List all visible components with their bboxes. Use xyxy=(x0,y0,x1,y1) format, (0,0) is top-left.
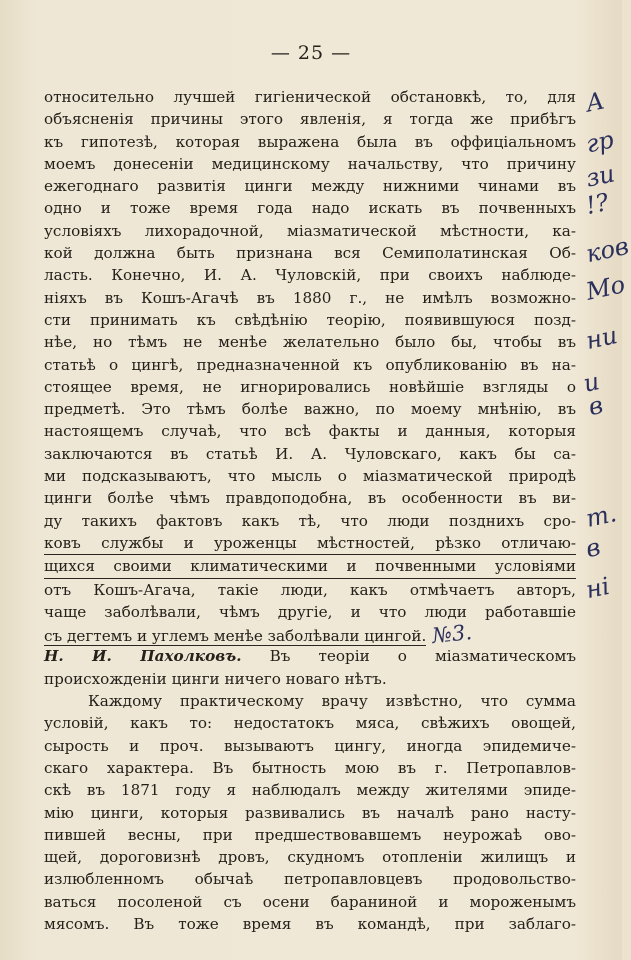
author-line xyxy=(44,645,576,667)
text-line: цинги болѣе чѣмъ правдоподобна, въ особенности въ ви- xyxy=(44,489,576,508)
margin-note: и в xyxy=(580,367,606,422)
underlined-text-line: щихся своими климатическими и почвенными условіями xyxy=(44,555,576,578)
body-text xyxy=(44,86,576,935)
margin-note: т. xyxy=(583,499,619,533)
handwritten-reference: №3. xyxy=(431,620,474,649)
text-line-with-handnote xyxy=(44,620,576,649)
text-line: ніяхъ въ Кошъ-Агачѣ въ 1880 г., не имѣлъ возможно- xyxy=(44,288,576,307)
margin-note: гр xyxy=(583,125,617,159)
text-line: ду такихъ фактовъ какъ тѣ, что люди позднихъ сро- xyxy=(44,511,576,530)
margin-note: в xyxy=(583,532,603,564)
author-name: Н. И. Пахолковъ. xyxy=(44,647,242,666)
text-line: щей, дороговизнѣ дровъ, скудномъ отопленіи жилищъ и xyxy=(44,848,576,867)
text-line: одно и тоже время года надо искать въ почвенныхъ xyxy=(44,199,576,218)
text-line: стоящее время, не игнорировались новѣйшіе взгляды о xyxy=(44,377,576,396)
margin-note: ні xyxy=(583,571,613,605)
margin-note: ков xyxy=(583,231,631,269)
text-line: нѣе, но тѣмъ не менѣе желательно было бы, чтобы въ xyxy=(44,333,576,352)
margin-note: Мо xyxy=(583,270,628,306)
margin-note: ни xyxy=(583,321,620,355)
text-line: излюбленномъ обычаѣ петропавловцевъ продовольство- xyxy=(44,870,576,889)
text-line: ежегоднаго развитія цинги между нижними чинами въ xyxy=(44,177,576,196)
text-line: условій, какъ то: недостатокъ мяса, свѣжихъ овощей, xyxy=(44,714,576,733)
text-line: моемъ донесеніи медицинскому начальству, что причину xyxy=(44,154,576,173)
text-line: сырость и проч. вызываютъ цингу, иногда эпидемиче- xyxy=(44,736,576,755)
text-line: относительно лучшей гигіенической обстановкѣ, то, для xyxy=(44,88,576,106)
text-line: отъ Кошъ-Агача, такіе люди, какъ отмѣчаетъ авторъ, xyxy=(44,580,576,599)
text-line: пившей весны, при предшествовавшемъ неурожаѣ ово- xyxy=(44,825,576,844)
text-line: мію цинги, которыя развивались въ началѣ рано насту- xyxy=(44,803,576,822)
text-line: кой должна быть признана вся Семиполатинская Об- xyxy=(44,244,576,263)
text-line: объясненія причины этого явленія, я тогда же прибѣгъ xyxy=(44,110,576,129)
margin-note: зи xyxy=(583,159,618,193)
underlined-text-line: ковъ службы и уроженцы мѣстностей, рѣзко отличаю- xyxy=(44,532,576,555)
text-line: ласть. Конечно, И. А. Чуловскій, при своихъ наблюде- xyxy=(44,266,576,285)
text-line: скѣ въ 1871 году я наблюдалъ между жителями эпиде- xyxy=(44,781,576,800)
margin-note: А xyxy=(583,86,607,118)
text-line: сти принимать къ свѣдѣнію теорію, появившуюся позд- xyxy=(44,310,576,329)
text-line: происхожденіи цинги ничего новаго нѣтъ. xyxy=(44,669,387,688)
text-line: заключаются въ статьѣ И. А. Чуловскаго, какъ бы са- xyxy=(44,444,576,463)
margin-note: !? xyxy=(583,187,612,221)
page-number: — 25 — xyxy=(270,42,352,64)
author-line-text: Въ теоріи о міазматическомъ xyxy=(269,647,576,666)
text-line: статьѣ о цингѣ, предназначенной къ опубликованію въ на- xyxy=(44,355,576,374)
text-line: скаго характера. Въ бытность мою въ г. Петропавлов- xyxy=(44,758,576,777)
text-line: настоящемъ случаѣ, что всѣ факты и данныя, которыя xyxy=(44,422,576,441)
text-line: предметѣ. Это тѣмъ болѣе важно, по моему мнѣнію, въ xyxy=(44,400,576,419)
text-line: къ гипотезѣ, которая выражена была въ оффиціальномъ xyxy=(44,132,576,151)
text-line: мясомъ. Въ тоже время въ командѣ, при заблаго- xyxy=(44,914,576,933)
paragraph-first-line: Каждому практическому врачу извѣстно, что сумма xyxy=(88,692,576,711)
underlined-text: съ дегтемъ и углемъ менѣе заболѣвали цингой. xyxy=(44,627,427,646)
text-line: ми подсказываютъ, что мысль о міазматической природѣ xyxy=(44,467,576,486)
text-line: ваться посоленой съ осени бараниной и мороженымъ xyxy=(44,892,576,911)
text-line: условіяхъ лихорадочной, міазматической мѣстности, ка- xyxy=(44,221,576,240)
text-line: чаще заболѣвали, чѣмъ другіе, и что люди работавшіе xyxy=(44,602,576,621)
